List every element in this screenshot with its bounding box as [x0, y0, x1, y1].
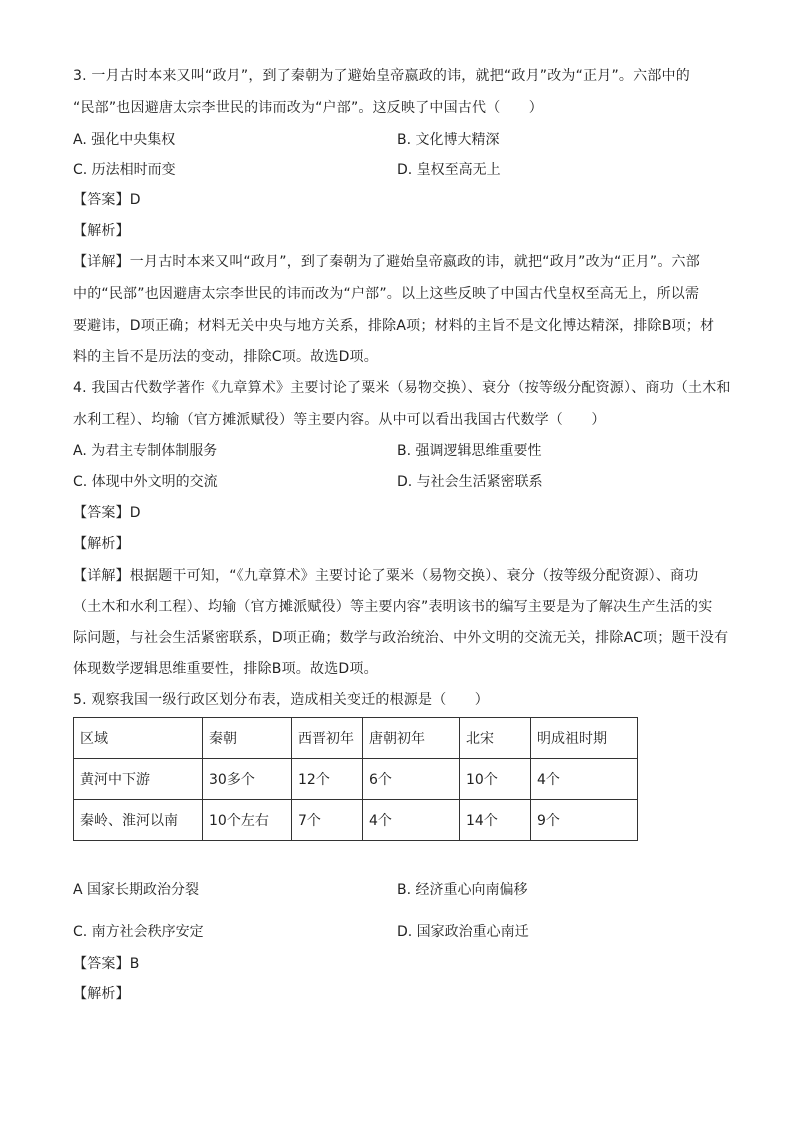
q3-detail-line3: 要避讳，D项正确；材料无关中央与地方关系，排除A项；材料的主旨不是文化博达精深，排除B项；材: [73, 318, 715, 334]
q4-answer: 【答案】D: [73, 505, 141, 521]
q3-detail-line1: 【详解】一月古时本来又叫“政月”，到了秦朝为了避始皇帝嬴政的讳，就把“政月”改为“正月”。六部: [73, 254, 700, 270]
table-row: [74, 759, 638, 800]
table-cell: 30多个: [203, 759, 292, 800]
q5-option-d: D. 国家政治重心南迁: [397, 924, 529, 940]
table-header-cell: 唐朝初年: [363, 718, 460, 759]
table-cell: 14个: [460, 800, 531, 841]
q3-option-d: D. 皇权至高无上: [397, 162, 501, 178]
table-cell: 黄河中下游: [74, 759, 203, 800]
q4-option-a: A. 为君主专制体制服务: [73, 443, 218, 459]
table-header-cell: 明成祖时期: [531, 718, 638, 759]
table-header-cell: 西晋初年: [292, 718, 363, 759]
q3-detail-line4: 料的主旨不是历法的变动，排除C项。故选D项。: [73, 349, 378, 365]
q5-option-b: B. 经济重心向南偏移: [397, 882, 528, 898]
q4-detail-line4: 体现数学逻辑思维重要性，排除B项。故选D项。: [73, 661, 378, 677]
q3-answer: 【答案】D: [73, 192, 141, 208]
table-cell: 7个: [292, 800, 363, 841]
table-cell: 9个: [531, 800, 638, 841]
q4-detail-line1: 【详解】根据题干可知，“《九章算术》主要讨论了粟米（易物交换）、衰分（按等级分配资源）、商功: [73, 568, 699, 584]
table-cell: 12个: [292, 759, 363, 800]
q5-analysis-label: 【解析】: [73, 986, 130, 1002]
q4-analysis-label: 【解析】: [73, 536, 130, 552]
table-header-row: [74, 718, 638, 759]
table-cell: 10个左右: [203, 800, 292, 841]
q5-stem: 5. 观察我国一级行政区划分布表，造成相关变迁的根源是（ ）: [73, 692, 490, 708]
q4-stem-line2: 水利工程）、均输（官方摊派赋役）等主要内容。从中可以看出我国古代数学（ ）: [73, 412, 606, 428]
q3-analysis-label: 【解析】: [73, 223, 130, 239]
q3-detail-line2: 中的“民部”也因避唐太宗李世民的讳而改为“户部”。以上这些反映了中国古代皇权至高无上，所以需: [73, 286, 700, 302]
q3-stem-line1: 3. 一月古时本来又叫“政月”，到了秦朝为了避始皇帝嬴政的讳，就把“政月”改为“正月”。六部中的: [73, 68, 690, 84]
q4-option-d: D. 与社会生活紧密联系: [397, 474, 543, 490]
q5-option-a: A 国家长期政治分裂: [73, 882, 200, 898]
q5-answer: 【答案】B: [73, 956, 140, 972]
table-header-cell: 北宋: [460, 718, 531, 759]
table-row: [74, 800, 638, 841]
q3-stem-line2: “民部”也因避唐太宗李世民的讳而改为“户部”。这反映了中国古代（ ）: [73, 100, 544, 116]
q4-stem-line1: 4. 我国古代数学著作《九章算术》主要讨论了粟米（易物交换）、衰分（按等级分配资源）、商功（土木和: [73, 380, 731, 396]
region-division-table: [73, 717, 638, 841]
q4-option-b: B. 强调逻辑思维重要性: [397, 443, 542, 459]
table-cell: 10个: [460, 759, 531, 800]
table-cell: 4个: [531, 759, 638, 800]
q4-detail-line3: 际问题，与社会生活紧密联系，D项正确；数学与政治统治、中外文明的交流无关，排除AC项；题干没有: [73, 630, 729, 646]
table-cell: 秦岭、淮河以南: [74, 800, 203, 841]
table-cell: 4个: [363, 800, 460, 841]
table-header-cell: 区域: [74, 718, 203, 759]
q4-option-c: C. 体现中外文明的交流: [73, 474, 218, 490]
q3-option-c: C. 历法相时而变: [73, 162, 176, 178]
q4-detail-line2: （土木和水利工程）、均输（官方摊派赋役）等主要内容”表明该书的编写主要是为了解决生产生活的实: [73, 599, 713, 615]
q3-option-a: A. 强化中央集权: [73, 132, 176, 148]
table-header-cell: 秦朝: [203, 718, 292, 759]
q3-option-b: B. 文化博大精深: [397, 132, 500, 148]
table-cell: 6个: [363, 759, 460, 800]
q5-option-c: C. 南方社会秩序安定: [73, 924, 204, 940]
